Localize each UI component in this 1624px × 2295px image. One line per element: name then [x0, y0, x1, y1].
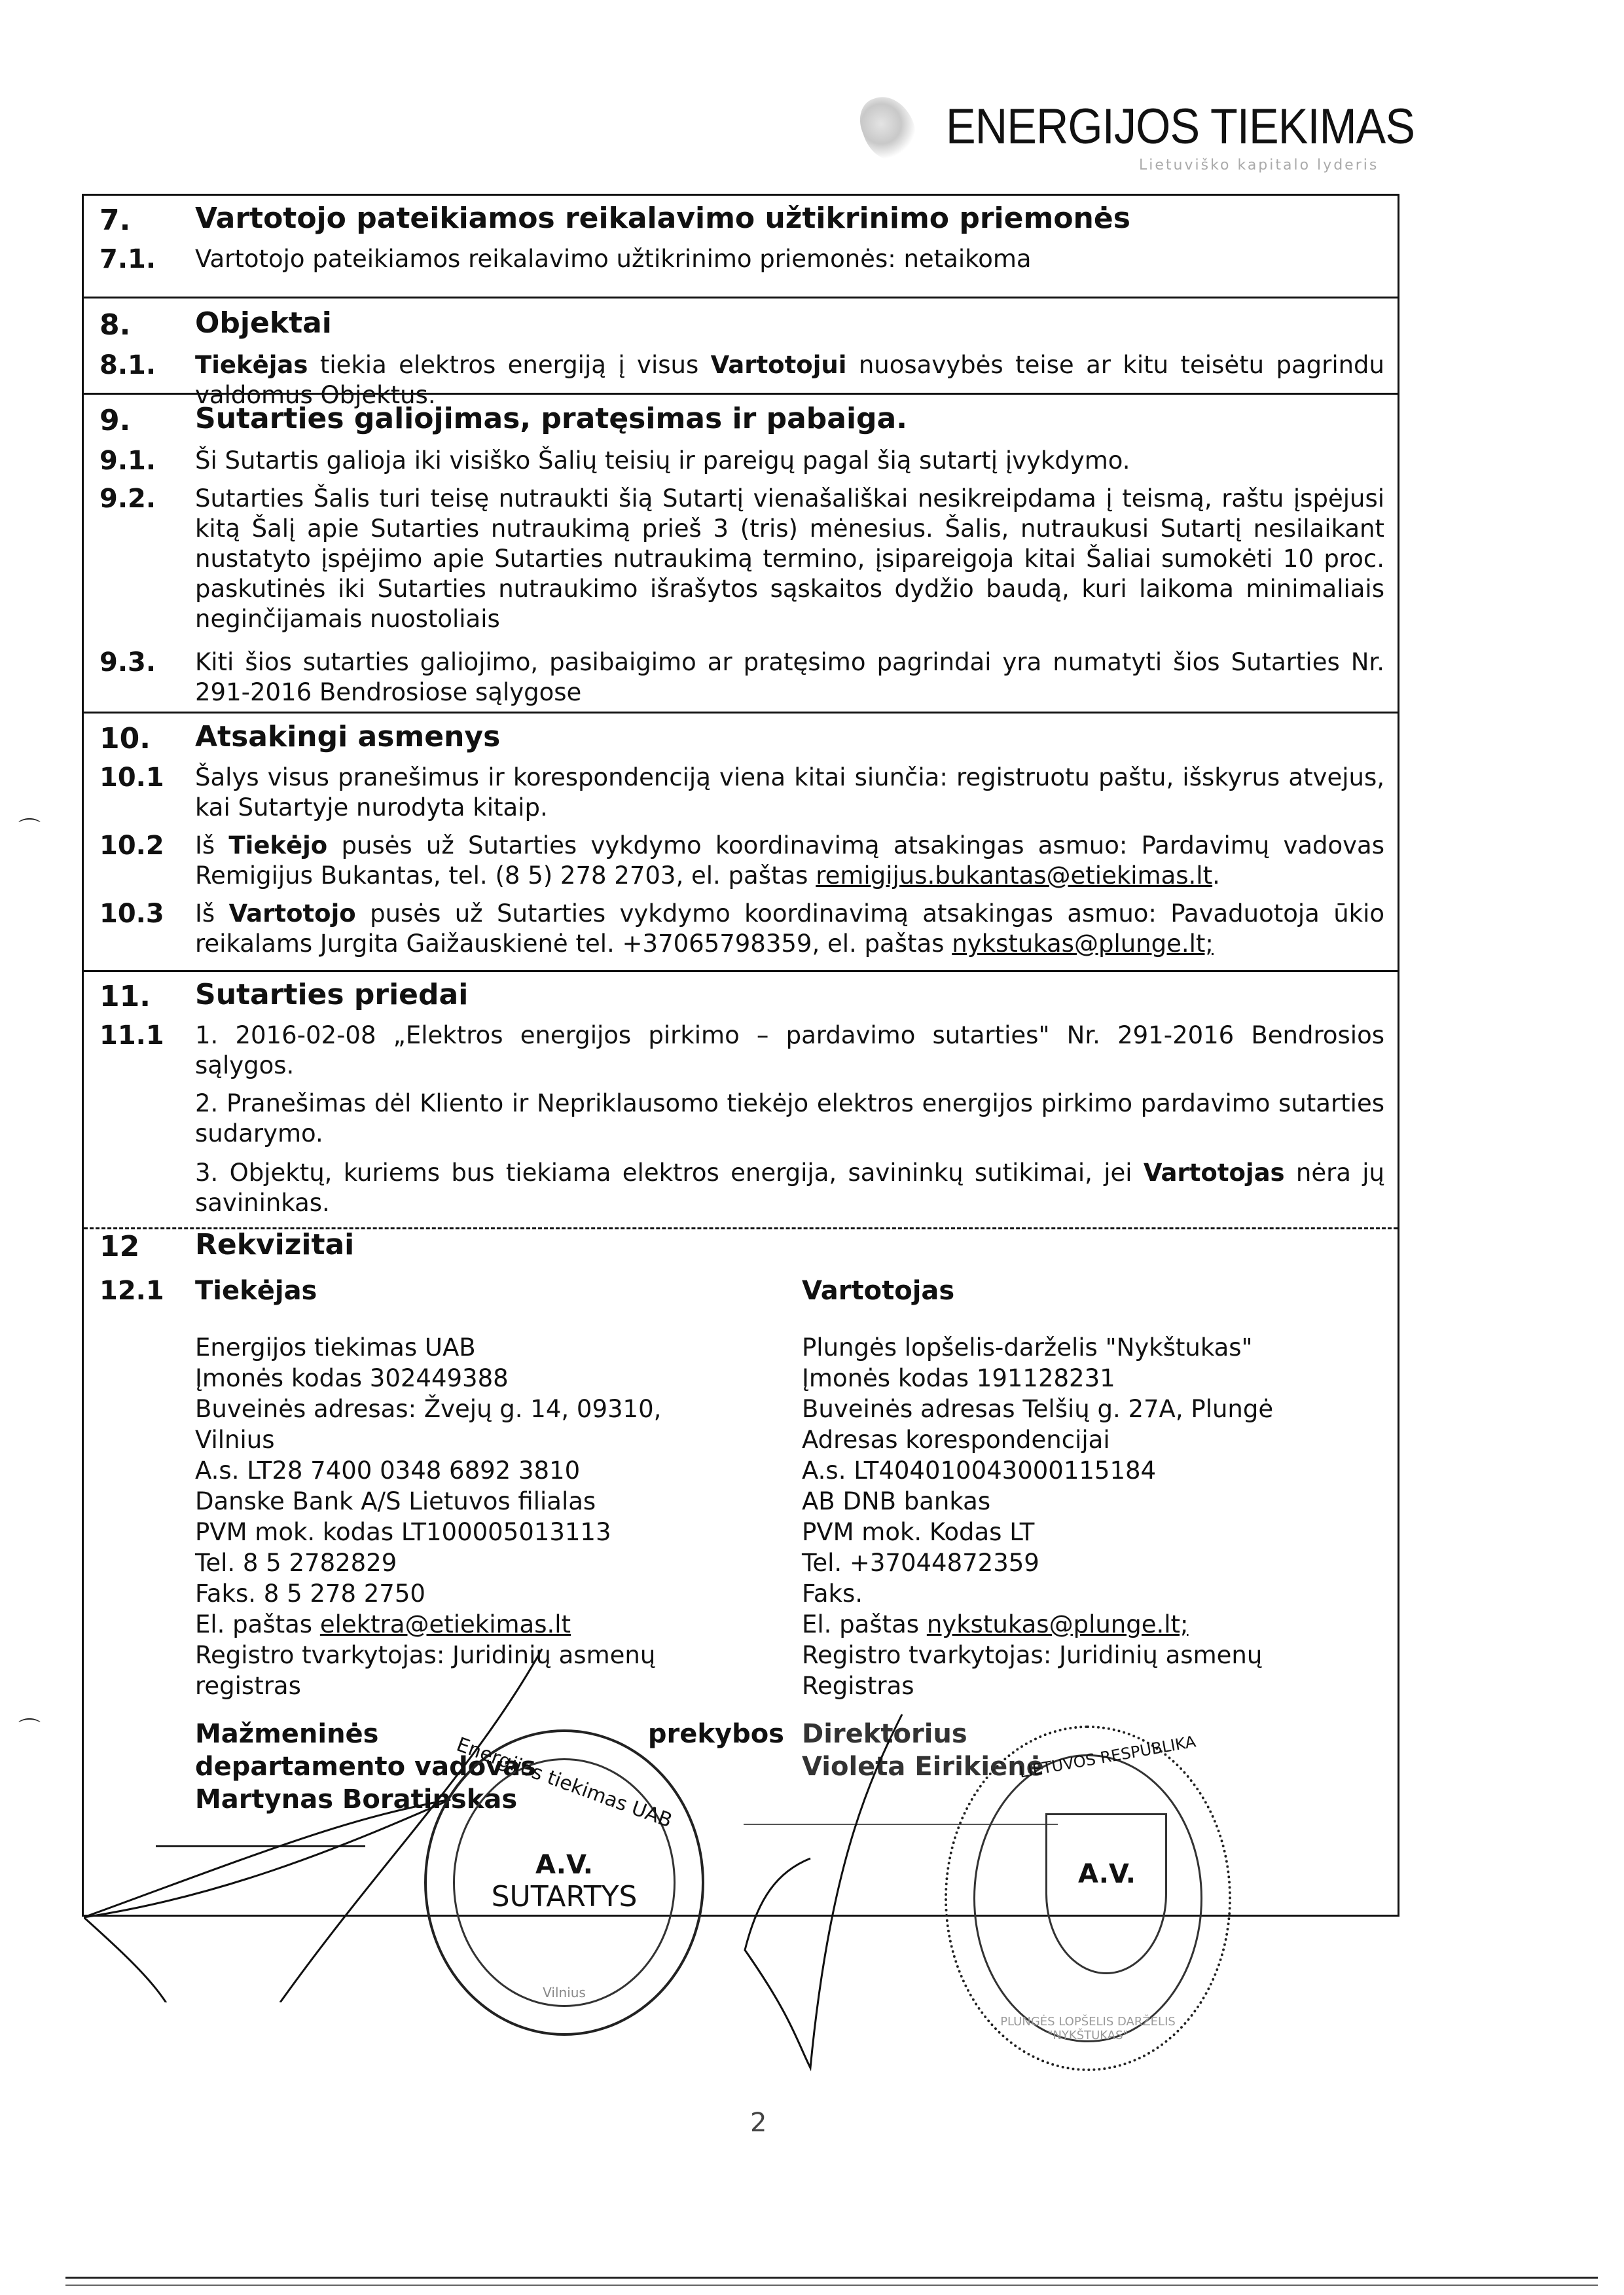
consumer-email-line [802, 1609, 1391, 1640]
clause-text-part: tiekia elektros energiją į visus [308, 351, 711, 379]
stamp-bottom-text: PLUNGĖS LOPŠELIS DARŽELIS "NYKŠTUKAS" [1000, 2015, 1176, 2042]
consumer-email-link[interactable]: nykstukas@plunge.lt; [926, 1610, 1189, 1638]
logo-mark-icon [853, 89, 923, 168]
signer-name: Violeta Eirikienė [802, 1752, 1044, 1782]
clause-number: 10.3 [99, 899, 164, 929]
section-number: 7. [99, 204, 131, 237]
section-title: Sutarties priedai [195, 978, 469, 1011]
supplier-address: Buveinės adresas: Žvejų g. 14, 09310, [195, 1395, 662, 1423]
row-divider [84, 393, 1398, 395]
consumer-address: Buveinės adresas Telšių g. 27A, Plungė [802, 1395, 1274, 1423]
clause-text: Vartotojo pateikiamos reikalavimo užtikrinimo priemonės: netaikoma [195, 245, 1032, 273]
clause-number: 9.1. [99, 446, 156, 476]
clause-text: Ši Sutartis galioja iki visiško Šalių teisių ir pareigų pagal šią sutartį įvykdymo. [195, 446, 1130, 475]
section-number: 9. [99, 404, 131, 437]
margin-mark-icon: ⌒ [18, 1717, 41, 1743]
supplier-vat-code: PVM mok. kodas LT100005013113 [195, 1518, 611, 1546]
consumer-phone: Tel. +37044872359 [802, 1549, 1039, 1577]
clause-number: 10.1 [99, 763, 164, 793]
stamp-bottom-text: Vilnius [543, 1985, 586, 2000]
bold-term: Vartotojo [228, 899, 356, 928]
consumer-name: Plungės lopšelis-darželis "Nykštukas" [802, 1333, 1253, 1362]
margin-mark-icon: ⌒ [18, 817, 41, 843]
clause-text: Sutarties Šalis turi teisę nutraukti šią Sutartį vienašališkai nesikreipdama į teismą, raštu įspėjusi kitą Šalį apie Sutarties nutraukimą prieš 3 (tris) mėnesius. Šalis, nutraukusi Sutartį nesilaikant nustatyto įspėjimo apie Sutarties nutraukimą termino, įsipareigoja kitai Šaliai sumokėti 10 proc. paskutinės iki Sutarties nutraukimo išrašytos sąskaitos dydžio baudą, kuri laikoma minimaliais neginčijamais nuostoliais [195, 484, 1384, 633]
consumer-contact-email-link[interactable]: nykstukas@plunge.lt; [952, 930, 1214, 958]
supplier-heading: Tiekėjas [195, 1276, 317, 1306]
bold-term: Vartotojas [1143, 1159, 1285, 1187]
page-number: 2 [750, 2108, 767, 2138]
row-divider [84, 970, 1398, 972]
clause-text-part: Iš [195, 831, 229, 859]
annex-item-2: 2. Pranešimas dėl Kliento ir Nepriklausomo tiekėjo elektros energijos pirkimo pardavimo sutarties sudarymo. [195, 1089, 1384, 1148]
clause-text-part: . [1212, 861, 1220, 890]
signer-title: departamento vadovas [195, 1752, 537, 1782]
clause-number: 12.1 [99, 1276, 164, 1306]
stamp-center-text: SUTARTYS [491, 1880, 638, 1913]
signer-title-part: Mažmeninės [195, 1719, 379, 1749]
section-number: 10. [99, 722, 151, 755]
consumer-registry: Registro tvarkytojas: Juridinių asmenų [802, 1641, 1263, 1669]
clause-text [195, 831, 1384, 891]
supplier-registry: Registro tvarkytojas: Juridinių asmenų [195, 1641, 656, 1669]
consumer-signature-icon [706, 1701, 967, 2094]
supplier-phone: Tel. 8 5 2782829 [195, 1549, 397, 1577]
bold-term: Vartotojui [710, 351, 847, 379]
section-number: 11. [99, 980, 151, 1013]
clause-number: 9.3. [99, 647, 156, 678]
consumer-company-code: Įmonės kodas 191128231 [802, 1364, 1115, 1392]
consumer-correspondence-address: Adresas korespondencijai [802, 1426, 1110, 1454]
consumer-bank: AB DNB bankas [802, 1487, 991, 1515]
stamp-av-label: A.V. [1078, 1859, 1136, 1889]
consumer-heading: Vartotojas [802, 1276, 955, 1306]
bold-term: Tiekėjo [228, 831, 328, 859]
clause-number: 8.1. [99, 350, 156, 380]
section-title: Sutarties galiojimas, pratęsimas ir pabaiga. [195, 402, 907, 435]
clause-text: Šalys visus pranešimus ir korespondenciją viena kitai siunčia: registruotu paštu, išskyrus atvejus, kai Sutartyje nurodyta kitaip. [195, 763, 1384, 822]
clause-text-part: Iš [195, 899, 229, 928]
supplier-bank: Danske Bank A/S Lietuvos filialas [195, 1487, 596, 1515]
supplier-email-line [195, 1609, 784, 1640]
contract-table [82, 194, 1399, 2042]
row-divider [84, 712, 1398, 714]
section-title: Objektai [195, 306, 332, 340]
email-label: El. paštas [195, 1610, 320, 1638]
consumer-vat-code: PVM mok. Kodas LT [802, 1518, 1035, 1546]
signer-title: Direktorius [802, 1719, 967, 1749]
consumer-registry-cont: Registras [802, 1672, 914, 1700]
stamp-av-label: A.V. [535, 1850, 593, 1880]
supplier-stamp [424, 1729, 704, 2036]
clause-text [195, 899, 1384, 959]
section-title: Vartotojo pateikiamos reikalavimo užtikrinimo priemonės [195, 202, 1130, 235]
supplier-registry-cont: registras [195, 1672, 301, 1700]
supplier-bank-account: A.s. LT28 7400 0348 6892 3810 [195, 1456, 581, 1485]
scan-edge-line [65, 2277, 1598, 2279]
signer-title-part: prekybos [647, 1719, 784, 1749]
clause-number: 9.2. [99, 484, 156, 514]
clause-text-part: nuosavybės teise ar kitu teisėtu pagrindu valdomus Objektus. [195, 351, 1384, 409]
section-title: Atsakingi asmenys [195, 720, 501, 753]
supplier-contact-email-link[interactable]: remigijus.bukantas@etiekimas.lt [816, 861, 1213, 890]
clause-text-part: 3. Objektų, kuriems bus tiekiama elektros energija, savininkų sutikimai, jei [195, 1159, 1144, 1187]
consumer-details [802, 1332, 1391, 1701]
stamp-text: Energijos tiekimas UAB [453, 1733, 676, 1833]
clause-number: 10.2 [99, 831, 164, 861]
scan-edge-line [65, 2285, 1598, 2286]
clause-number: 7.1. [99, 244, 156, 274]
logo-title: ENERGIJOS TIEKIMAS [946, 99, 1415, 154]
clause-number: 11.1 [99, 1021, 164, 1051]
supplier-email-link[interactable]: elektra@etiekimas.lt [319, 1610, 571, 1638]
annex-item-3 [195, 1158, 1384, 1218]
annex-item-1: 1. 2016-02-08 „Elektros energijos pirkimo – pardavimo sutarties" Nr. 291-2016 Bendrosios sąlygos. [195, 1021, 1384, 1079]
consumer-stamp [945, 1726, 1231, 2071]
logo-subtitle: Lietuviško kapitalo lyderis [1139, 157, 1379, 173]
supplier-name: Energijos tiekimas UAB [195, 1333, 476, 1362]
coat-of-arms-icon [1045, 1813, 1167, 1974]
row-divider [84, 297, 1398, 298]
consumer-fax: Faks. [802, 1580, 863, 1608]
clause-text-part: pusės už Sutarties vykdymo koordinavimą atsakingas asmuo: Pardavimų vadovas Remigijus Bukantas, tel. (8 5) 278 2703, el. paštas [195, 831, 1384, 890]
clause-text: Kiti šios sutarties galiojimo, pasibaigimo ar pratęsimo pagrindai yra numatyti šios Sutarties Nr. 291-2016 Bendrosiose sąlygose [195, 648, 1384, 706]
section-number: 12 [99, 1230, 140, 1263]
clause-text-part: pusės už Sutarties vykdymo koordinavimą atsakingas asmuo: Pavaduotoja ūkio reikalams Jurgita Gaižauskienė tel. +37065798359, el. paštas [195, 899, 1384, 958]
clause-text-part: nėra jų savininkas. [195, 1159, 1384, 1217]
supplier-fax: Faks. 8 5 278 2750 [195, 1580, 425, 1608]
supplier-company-code: Įmonės kodas 302449388 [195, 1364, 509, 1392]
supplier-city: Vilnius [195, 1426, 275, 1454]
bold-term: Tiekėjas [195, 351, 308, 379]
signer-name: Martynas Boratinskas [195, 1784, 518, 1815]
company-logo [838, 92, 1427, 183]
section-title: Rekvizitai [195, 1228, 355, 1261]
section-number: 8. [99, 308, 131, 342]
stamp-text: LIETUVOS RESPUBLIKA [1017, 1732, 1198, 1782]
email-label: El. paštas [802, 1610, 927, 1638]
consumer-bank-account: A.s. LT404010043000115184 [802, 1456, 1157, 1485]
